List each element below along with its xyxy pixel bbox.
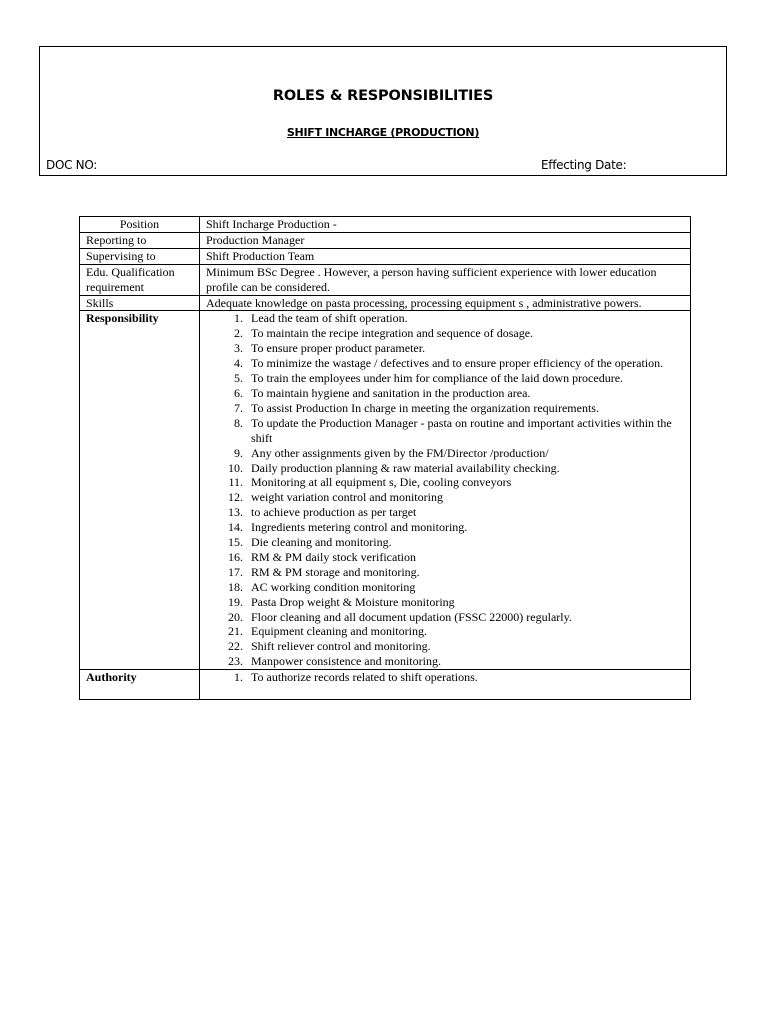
list-text: AC working condition monitoring <box>251 579 416 594</box>
list-text: To assist Production In charge in meeting the organization requirements. <box>251 400 599 415</box>
authority-list <box>206 670 690 685</box>
responsibility-item <box>206 520 690 535</box>
responsibility-item <box>206 535 690 550</box>
list-text: RM & PM storage and monitoring. <box>251 564 420 579</box>
supervising-to-label: Supervising to <box>80 248 200 264</box>
list-text: Ingredients metering control and monitoring. <box>251 520 468 535</box>
list-text: Die cleaning and monitoring. <box>251 535 392 550</box>
list-text: To maintain the recipe integration and sequence of dosage. <box>251 326 534 341</box>
responsibility-item <box>206 550 690 565</box>
list-number: 4. <box>234 356 243 371</box>
doc-no-label: DOC NO: <box>46 158 98 172</box>
table-row <box>80 217 691 233</box>
list-number: 9. <box>234 445 243 460</box>
responsibility-list <box>206 311 690 669</box>
list-number: 18. <box>228 579 243 594</box>
authority-item <box>206 670 690 685</box>
list-text: Lead the team of shift operation. <box>251 311 408 326</box>
list-text: Daily production planning & raw material availability checking. <box>251 460 560 475</box>
responsibility-item <box>206 386 690 401</box>
list-text: To ensure proper product parameter. <box>251 341 426 356</box>
effecting-date-label: Effecting Date: <box>541 158 627 172</box>
responsibility-item <box>206 401 690 416</box>
list-number: 20. <box>228 609 243 624</box>
document-header <box>39 46 727 176</box>
responsibility-item <box>206 446 690 461</box>
responsibility-item <box>206 371 690 386</box>
list-text: Shift reliever control and monitoring. <box>251 639 431 654</box>
list-text: to achieve production as per target <box>251 505 417 520</box>
list-number: 13. <box>228 505 243 520</box>
list-number: 1. <box>234 670 243 685</box>
reporting-to-value: Production Manager <box>200 232 691 248</box>
document-subtitle: SHIFT INCHARGE (PRODUCTION) <box>286 126 480 139</box>
list-text: To train the employees under him for compliance of the laid down procedure. <box>251 371 624 386</box>
position-label: Position <box>80 217 200 233</box>
authority-cell <box>200 670 691 700</box>
skills-value: Adequate knowledge on pasta processing, processing equipment s , administrative powers. <box>200 295 691 311</box>
responsibility-item <box>206 475 690 490</box>
skills-label: Skills <box>80 295 200 311</box>
list-number: 6. <box>234 385 243 400</box>
responsibility-item <box>206 610 690 625</box>
table-row <box>80 248 691 264</box>
list-number: 10. <box>228 460 243 475</box>
list-text: Floor cleaning and all document updation (FSSC 22000) regularly. <box>251 609 572 624</box>
list-number: 5. <box>234 371 243 386</box>
list-text: RM & PM daily stock verification <box>251 549 416 564</box>
responsibility-item <box>206 416 690 446</box>
list-number: 15. <box>228 535 243 550</box>
responsibility-item <box>206 461 690 476</box>
list-text: Pasta Drop weight & Moisture monitoring <box>251 594 455 609</box>
responsibility-item <box>206 654 690 669</box>
list-number: 1. <box>234 311 243 326</box>
reporting-to-label: Reporting to <box>80 232 200 248</box>
list-text: Monitoring at all equipment s, Die, cooling conveyors <box>251 475 512 490</box>
qualification-value: Minimum BSc Degree . However, a person having sufficient experience with lower education profile can be considered. <box>200 264 691 295</box>
list-text: weight variation control and monitoring <box>251 490 443 505</box>
list-number: 8. <box>234 415 243 430</box>
authority-label: Authority <box>80 670 200 700</box>
list-number: 21. <box>228 624 243 639</box>
list-number: 11. <box>228 475 243 490</box>
table-row <box>80 670 691 700</box>
list-number: 23. <box>228 654 243 669</box>
table-row <box>80 311 691 670</box>
list-number: 19. <box>228 594 243 609</box>
list-number: 22. <box>228 639 243 654</box>
table-row <box>80 232 691 248</box>
position-value: Shift Incharge Production - <box>200 217 691 233</box>
qualification-label: Edu. Qualification requirement <box>80 264 200 295</box>
table-row <box>80 295 691 311</box>
responsibility-item <box>206 341 690 356</box>
list-number: 3. <box>234 341 243 356</box>
list-number: 16. <box>228 549 243 564</box>
list-number: 14. <box>228 520 243 535</box>
list-number: 17. <box>228 564 243 579</box>
list-text: Any other assignments given by the FM/Director /production/ <box>251 445 549 460</box>
responsibility-item <box>206 505 690 520</box>
responsibility-item <box>206 624 690 639</box>
responsibility-item <box>206 639 690 654</box>
responsibility-item <box>206 595 690 610</box>
list-text: Equipment cleaning and monitoring. <box>251 624 427 639</box>
supervising-to-value: Shift Production Team <box>200 248 691 264</box>
list-number: 12. <box>228 490 243 505</box>
list-text: To authorize records related to shift operations. <box>251 670 478 685</box>
responsibility-item <box>206 356 690 371</box>
list-number: 2. <box>234 326 243 341</box>
list-text: To minimize the wastage / defectives and to ensure proper efficiency of the operation. <box>251 356 664 371</box>
list-text: Manpower consistence and monitoring. <box>251 654 441 669</box>
table-row <box>80 264 691 295</box>
list-text: To update the Production Manager - pasta on routine and important activities within the shift <box>251 415 672 445</box>
list-text: To maintain hygiene and sanitation in the production area. <box>251 385 531 400</box>
responsibility-item <box>206 490 690 505</box>
responsibility-cell <box>200 311 691 670</box>
responsibility-label: Responsibility <box>80 311 200 670</box>
list-number: 7. <box>234 400 243 415</box>
document-title: ROLES & RESPONSIBILITIES <box>272 88 494 104</box>
responsibility-item <box>206 326 690 341</box>
responsibility-item <box>206 580 690 595</box>
responsibility-item <box>206 311 690 326</box>
responsibility-item <box>206 565 690 580</box>
role-details-table <box>79 216 691 700</box>
